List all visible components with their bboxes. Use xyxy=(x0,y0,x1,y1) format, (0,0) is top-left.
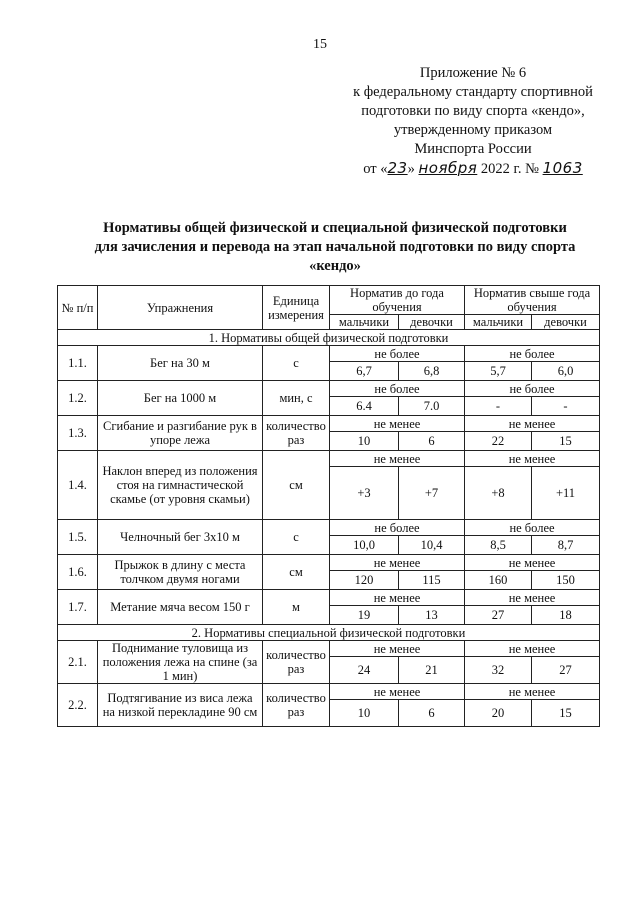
value-over-year-girls: 27 xyxy=(532,657,600,684)
table-row xyxy=(58,346,600,362)
exercise-name: Прыжок в длину с места толчком двумя ногами xyxy=(98,555,263,590)
table-body xyxy=(58,330,600,727)
table-row xyxy=(58,520,600,536)
exercise-name: Сгибание и разгибание рук в упоре лежа xyxy=(98,416,263,451)
norm-condition-first-year: не менее xyxy=(330,555,465,571)
value-first-year-girls: 6,8 xyxy=(399,362,465,381)
value-first-year-girls: 21 xyxy=(399,657,465,684)
header-girls: девочки xyxy=(399,315,465,330)
value-first-year-boys: 10,0 xyxy=(330,536,399,555)
date-prefix: от « xyxy=(363,161,388,177)
table-row xyxy=(58,684,600,700)
value-first-year-boys: 10 xyxy=(330,700,399,727)
value-first-year-girls: 13 xyxy=(399,606,465,625)
norm-condition-first-year: не менее xyxy=(330,641,465,657)
appendix-line: утвержденному приказом xyxy=(393,122,553,138)
norm-condition-over-year: не менее xyxy=(465,590,600,606)
row-number: 2.1. xyxy=(58,641,98,684)
norm-condition-first-year: не менее xyxy=(330,590,465,606)
unit-of-measure: с xyxy=(263,520,330,555)
table-row xyxy=(58,590,600,606)
value-over-year-boys: 8,5 xyxy=(465,536,532,555)
handwritten-day: 23 xyxy=(387,159,408,177)
value-first-year-girls: 7.0 xyxy=(399,397,465,416)
unit-of-measure: количество раз xyxy=(263,684,330,727)
value-first-year-girls: 6 xyxy=(399,432,465,451)
unit-of-measure: м xyxy=(263,590,330,625)
norm-condition-over-year: не менее xyxy=(465,451,600,467)
heading-line: «кендо» xyxy=(309,258,361,274)
unit-of-measure: см xyxy=(263,451,330,520)
document-heading xyxy=(70,219,600,276)
row-number: 1.6. xyxy=(58,555,98,590)
unit-of-measure: количество раз xyxy=(263,416,330,451)
row-number: 1.5. xyxy=(58,520,98,555)
exercise-name: Метание мяча весом 150 г xyxy=(98,590,263,625)
section-row xyxy=(58,330,600,346)
exercise-name: Подтягивание из виса лежа на низкой перекладине 90 см xyxy=(98,684,263,727)
value-first-year-boys: 6.4 xyxy=(330,397,399,416)
table-row xyxy=(58,641,600,657)
norm-condition-first-year: не менее xyxy=(330,451,465,467)
value-over-year-boys: 160 xyxy=(465,571,532,590)
year-text: 2022 г. № xyxy=(480,161,539,177)
exercise-name: Наклон вперед из положения стоя на гимнастической скамье (от уровня скамьи) xyxy=(98,451,263,520)
value-over-year-girls: 18 xyxy=(532,606,600,625)
norm-condition-first-year: не более xyxy=(330,520,465,536)
row-number: 1.4. xyxy=(58,451,98,520)
section-row xyxy=(58,625,600,641)
unit-of-measure: с xyxy=(263,346,330,381)
order-date-line xyxy=(330,159,616,179)
value-over-year-girls: 15 xyxy=(532,432,600,451)
norm-condition-over-year: не более xyxy=(465,520,600,536)
appendix-line: подготовки по виду спорта «кендо», xyxy=(361,103,585,119)
table-row xyxy=(58,381,600,397)
value-first-year-boys: 19 xyxy=(330,606,399,625)
norm-condition-first-year: не более xyxy=(330,381,465,397)
row-number: 1.3. xyxy=(58,416,98,451)
header-num: № п/п xyxy=(58,286,98,330)
header-boys: мальчики xyxy=(465,315,532,330)
value-over-year-boys: - xyxy=(465,397,532,416)
header-girls: девочки xyxy=(532,315,600,330)
appendix-title: Приложение № 6 xyxy=(419,65,527,81)
value-over-year-boys: 20 xyxy=(465,700,532,727)
value-over-year-boys: 27 xyxy=(465,606,532,625)
value-first-year-boys: 24 xyxy=(330,657,399,684)
norms-table xyxy=(57,285,600,727)
row-number: 1.1. xyxy=(58,346,98,381)
appendix-block xyxy=(330,64,616,179)
value-over-year-boys: 32 xyxy=(465,657,532,684)
date-mid: » xyxy=(407,161,415,177)
header-boys: мальчики xyxy=(330,315,399,330)
page-number: 15 xyxy=(313,37,327,52)
value-over-year-girls: 8,7 xyxy=(532,536,600,555)
norm-condition-first-year: не более xyxy=(330,346,465,362)
unit-of-measure: мин, с xyxy=(263,381,330,416)
value-over-year-boys: 22 xyxy=(465,432,532,451)
handwritten-order-number: 1063 xyxy=(542,159,583,177)
table-row xyxy=(58,416,600,432)
row-number: 2.2. xyxy=(58,684,98,727)
value-over-year-girls: +11 xyxy=(532,467,600,520)
section-title: 2. Нормативы специальной физической подготовки xyxy=(58,625,600,641)
norm-condition-over-year: не менее xyxy=(465,684,600,700)
norm-condition-over-year: не менее xyxy=(465,416,600,432)
value-first-year-boys: 120 xyxy=(330,571,399,590)
row-number: 1.2. xyxy=(58,381,98,416)
value-first-year-boys: 10 xyxy=(330,432,399,451)
header-norm-over-year: Норматив свыше года обучения xyxy=(465,286,600,315)
norm-condition-first-year: не менее xyxy=(330,684,465,700)
table-row xyxy=(58,451,600,467)
value-over-year-boys: 5,7 xyxy=(465,362,532,381)
header-unit: Единица измерения xyxy=(263,286,330,330)
exercise-name: Бег на 1000 м xyxy=(98,381,263,416)
heading-line: Нормативы общей физической и специальной физической подготовки xyxy=(103,220,567,236)
value-first-year-boys: 6,7 xyxy=(330,362,399,381)
norm-condition-over-year: не менее xyxy=(465,641,600,657)
value-over-year-boys: +8 xyxy=(465,467,532,520)
norm-condition-over-year: не более xyxy=(465,346,600,362)
value-first-year-girls: +7 xyxy=(399,467,465,520)
value-first-year-girls: 6 xyxy=(399,700,465,727)
unit-of-measure: см xyxy=(263,555,330,590)
table-row xyxy=(58,555,600,571)
header-norm-first-year: Норматив до года обучения xyxy=(330,286,465,315)
value-over-year-girls: - xyxy=(532,397,600,416)
value-first-year-girls: 115 xyxy=(399,571,465,590)
value-first-year-boys: +3 xyxy=(330,467,399,520)
header-exercise: Упражнения xyxy=(98,286,263,330)
section-title: 1. Нормативы общей физической подготовки xyxy=(58,330,600,346)
exercise-name: Поднимание туловища из положения лежа на спине (за 1 мин) xyxy=(98,641,263,684)
norm-condition-first-year: не менее xyxy=(330,416,465,432)
norm-condition-over-year: не менее xyxy=(465,555,600,571)
exercise-name: Бег на 30 м xyxy=(98,346,263,381)
appendix-line: к федеральному стандарту спортивной xyxy=(353,84,593,100)
handwritten-month: ноября xyxy=(418,159,478,177)
exercise-name: Челночный бег 3x10 м xyxy=(98,520,263,555)
appendix-line: Минспорта России xyxy=(414,141,532,157)
unit-of-measure: количество раз xyxy=(263,641,330,684)
value-first-year-girls: 10,4 xyxy=(399,536,465,555)
value-over-year-girls: 6,0 xyxy=(532,362,600,381)
value-over-year-girls: 15 xyxy=(532,700,600,727)
row-number: 1.7. xyxy=(58,590,98,625)
norm-condition-over-year: не более xyxy=(465,381,600,397)
value-over-year-girls: 150 xyxy=(532,571,600,590)
heading-line: для зачисления и перевода на этап начальной подготовки по виду спорта xyxy=(94,239,576,255)
